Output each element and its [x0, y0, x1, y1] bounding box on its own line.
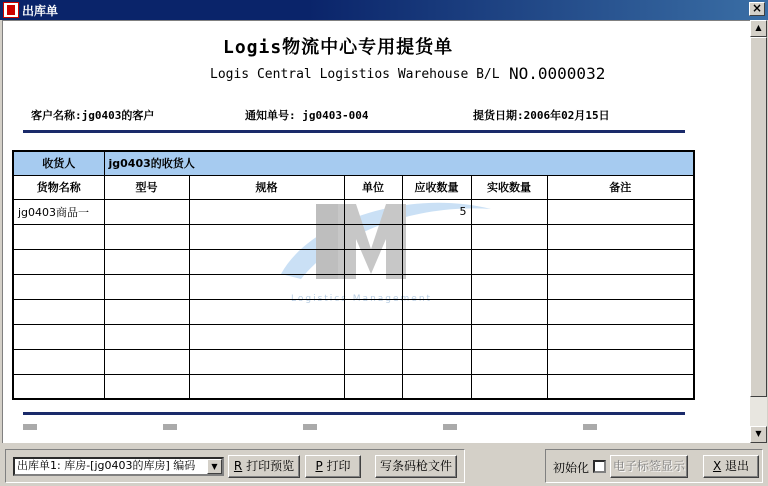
table-cell: [344, 249, 402, 274]
table-cell: [104, 324, 189, 349]
dropdown-arrow-icon[interactable]: ▼: [207, 459, 222, 474]
divider-top: [23, 130, 685, 133]
table-cell: [189, 349, 344, 374]
table-cell: [402, 349, 471, 374]
table-cell: [547, 324, 694, 349]
table-cell: [547, 224, 694, 249]
preview-label: 打印预览: [246, 459, 295, 473]
exit-button[interactable]: [703, 455, 759, 478]
column-header: 备注: [547, 175, 694, 199]
table-cell: jg0403商品一: [13, 199, 104, 224]
table-cell: [13, 299, 104, 324]
table-cell: [547, 199, 694, 224]
table-cell: [547, 249, 694, 274]
table-cell: [189, 299, 344, 324]
table-cell: [189, 199, 344, 224]
table-cell: [547, 274, 694, 299]
preview-hotkey: R: [233, 459, 243, 473]
table-cell: [13, 274, 104, 299]
table-cell: [471, 324, 547, 349]
table-cell: [189, 224, 344, 249]
column-header: 型号: [104, 175, 189, 199]
exit-hotkey: X: [712, 459, 722, 473]
column-header: 单位: [344, 175, 402, 199]
table-cell: [104, 249, 189, 274]
signature-row-partial: [23, 424, 685, 430]
receiver-row: [13, 151, 694, 175]
bottom-toolbar: [0, 443, 768, 486]
exit-label: 退出: [725, 459, 750, 473]
divider-bottom: [23, 412, 685, 415]
column-header: 货物名称: [13, 175, 104, 199]
print-hotkey: P: [315, 459, 323, 473]
table-cell: [13, 249, 104, 274]
scroll-thumb[interactable]: [750, 37, 767, 397]
warehouse-select[interactable]: [13, 457, 224, 476]
table-cell: [13, 349, 104, 374]
table-cell: [547, 349, 694, 374]
close-icon[interactable]: ×: [749, 2, 765, 16]
print-label: 打印: [326, 459, 351, 473]
table-row: [13, 349, 694, 374]
table-cell: [189, 324, 344, 349]
column-header: 规格: [189, 175, 344, 199]
table-cell: [402, 374, 471, 399]
table-cell: [402, 224, 471, 249]
init-label: 初始化: [553, 461, 590, 475]
table-cell: [189, 274, 344, 299]
table-cell: [104, 199, 189, 224]
table-row: [13, 299, 694, 324]
table-cell: [13, 374, 104, 399]
doc-number: NO.0000032: [509, 64, 606, 83]
app-icon: [3, 2, 19, 18]
table-cell: [344, 299, 402, 324]
table-cell: [189, 374, 344, 399]
table-cell: [402, 324, 471, 349]
table-cell: [547, 374, 694, 399]
receiver-label: 收货人: [13, 151, 104, 175]
svg-text:Logistics Management: Logistics Management: [291, 294, 433, 304]
table-cell: [13, 224, 104, 249]
table-cell: [402, 299, 471, 324]
column-header: 实收数量: [471, 175, 547, 199]
table-cell: [104, 299, 189, 324]
table-row: [13, 374, 694, 399]
init-checkbox[interactable]: [593, 460, 606, 473]
table-cell: [471, 349, 547, 374]
scroll-down-icon[interactable]: ▼: [750, 426, 767, 443]
vertical-scrollbar[interactable]: [750, 20, 767, 443]
notice-number: 通知单号: jg0403-004: [245, 109, 369, 122]
table-row: [13, 324, 694, 349]
table-cell: [471, 249, 547, 274]
table-cell: [344, 374, 402, 399]
pickup-date: 提货日期:2006年02月15日: [473, 109, 610, 122]
table-cell: [402, 249, 471, 274]
table-row: [13, 274, 694, 299]
table-cell: [547, 299, 694, 324]
table-row: [13, 249, 694, 274]
table-cell: [344, 274, 402, 299]
print-preview-button[interactable]: [228, 455, 300, 478]
table-cell: [344, 224, 402, 249]
goods-table: [12, 150, 695, 400]
warehouse-select-value: 出库单1: 库房-[jg0403的库房] 编码: [17, 459, 196, 472]
print-button[interactable]: [305, 455, 361, 478]
table-cell: [189, 249, 344, 274]
table-row: [13, 199, 694, 224]
write-barcode-file-button[interactable]: 写条码枪文件: [375, 455, 457, 478]
table-row: [13, 224, 694, 249]
table-cell: [471, 199, 547, 224]
table-cell: [471, 374, 547, 399]
customer-name: 客户名称:jg0403的客户: [31, 109, 155, 122]
table-cell: [471, 299, 547, 324]
table-cell: [104, 374, 189, 399]
table-cell: [344, 199, 402, 224]
table-cell: [104, 274, 189, 299]
document-view: [2, 20, 750, 443]
table-cell: [402, 274, 471, 299]
table-cell: [344, 349, 402, 374]
scroll-up-icon[interactable]: ▲: [750, 20, 767, 37]
table-cell: [104, 224, 189, 249]
table-cell: [104, 349, 189, 374]
table-cell: [471, 224, 547, 249]
e-label-display-button[interactable]: 电子标签显示: [610, 455, 688, 478]
doc-subtitle: Logis Central Logistios Warehouse B/L: [210, 67, 500, 82]
table-cell: [13, 324, 104, 349]
window-title: 出库单: [22, 3, 59, 18]
title-bar: [0, 0, 768, 20]
table-cell: [471, 274, 547, 299]
doc-title: Logis物流中心专用提货单: [223, 37, 454, 58]
receiver-value: jg0403的收货人: [104, 151, 694, 175]
column-header: 应收数量: [402, 175, 471, 199]
table-cell: 5: [402, 199, 471, 224]
table-header-row: [13, 175, 694, 199]
table-cell: [344, 324, 402, 349]
